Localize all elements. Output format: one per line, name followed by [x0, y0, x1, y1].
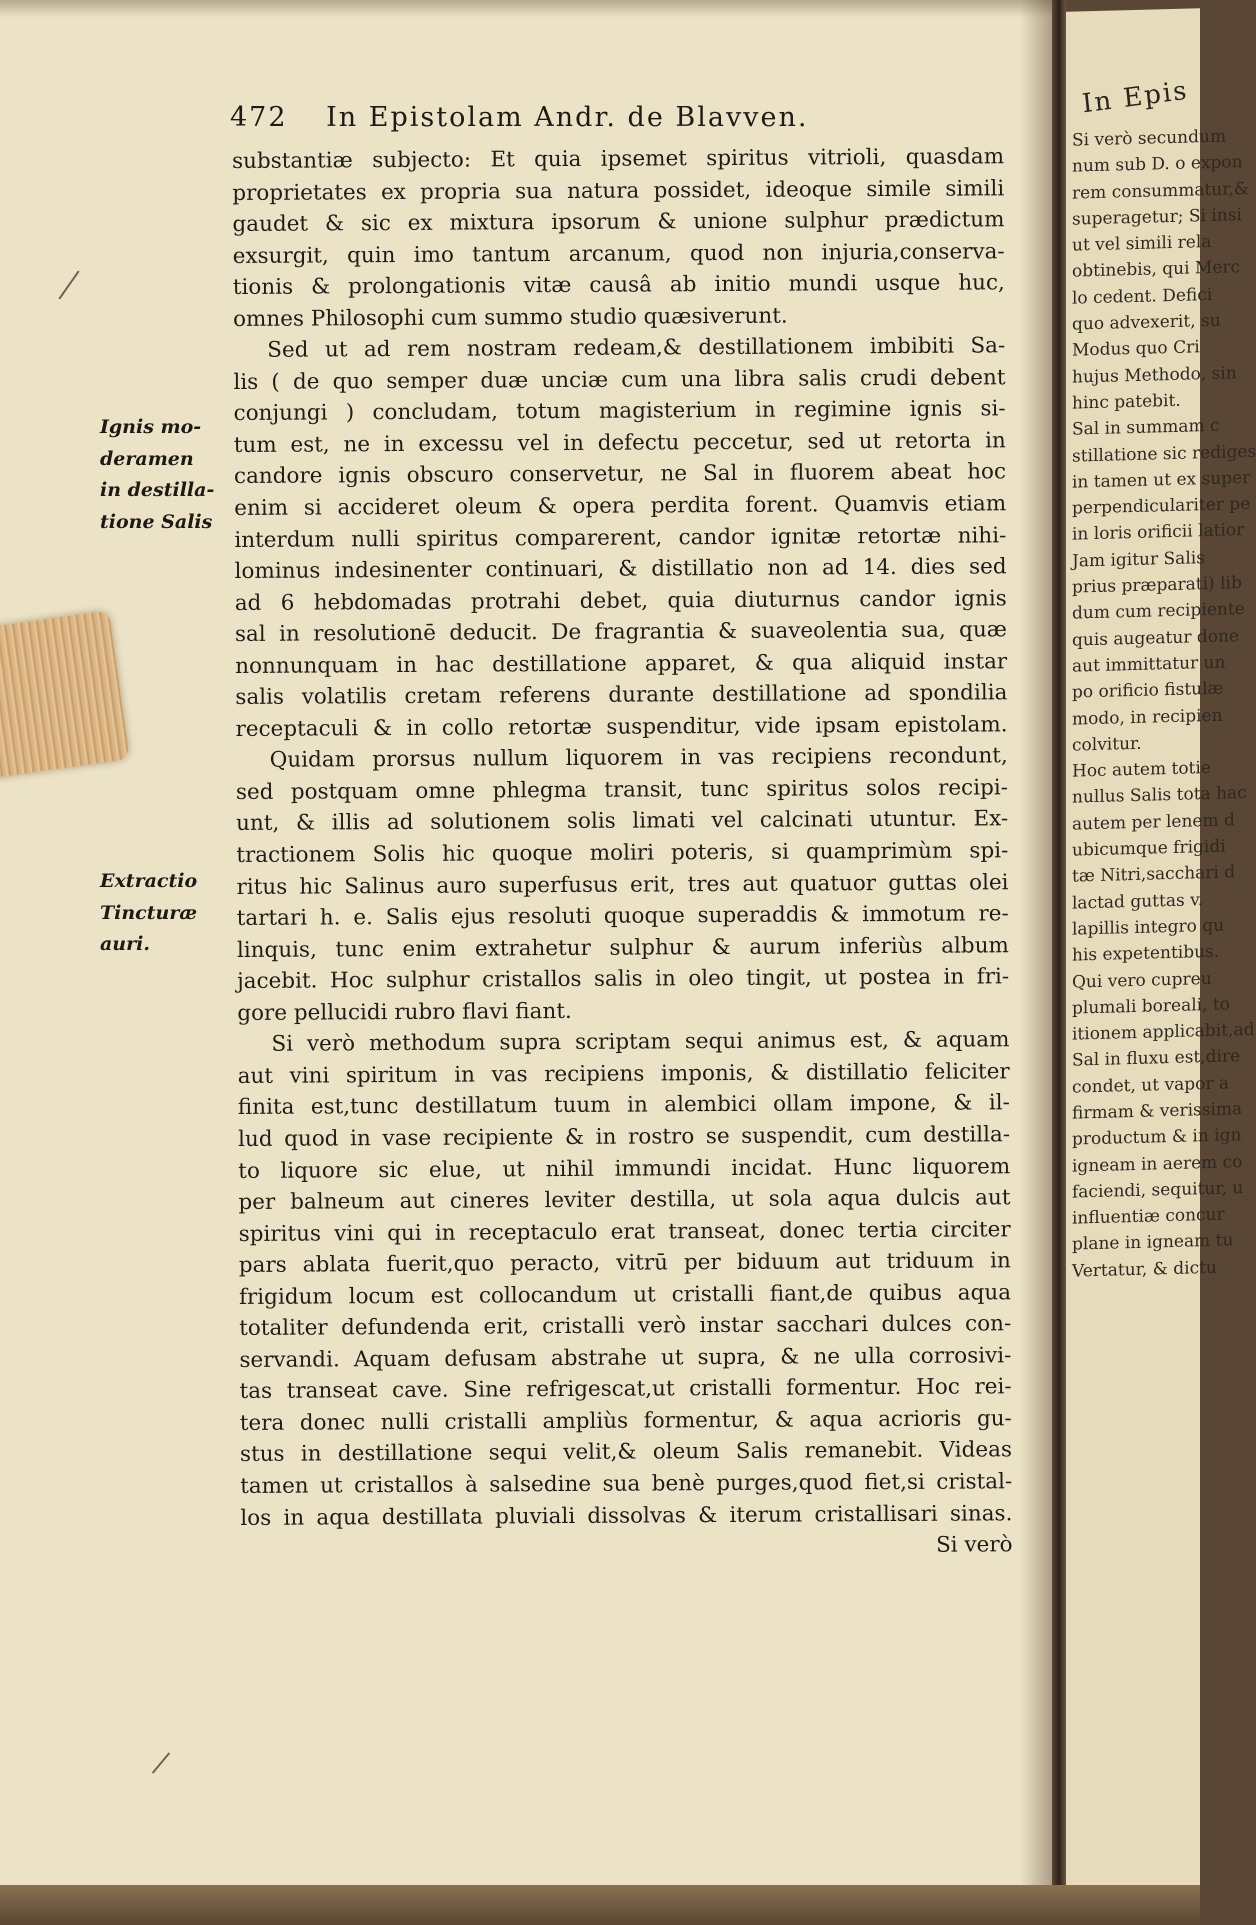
facing-page: [1066, 8, 1256, 1897]
facing-page-line: num sub D. o expon: [1072, 152, 1243, 177]
text-line: tractionem Solis hic quoque moliri poteris, si quamprimùm spi-: [236, 838, 1009, 869]
text-line: tas transeat cave. Sine refrigescat,ut cristalli formentur. Hoc rei-: [239, 1374, 1012, 1405]
facing-page-text: [1072, 124, 1256, 1284]
text-line: tionis & prolongationis vitæ causâ ab initio mundi usque huc,: [232, 270, 1005, 301]
text-line: tartari h. e. Salis ejus resoluti quoque superaddis & immotum re-: [236, 901, 1009, 932]
text-line: candore ignis obscuro conservetur, ne Sal in fluorem abeat hoc: [233, 459, 1007, 490]
text-line: enim si accideret oleum & opera perdita forent. Quamvis etiam: [234, 491, 1007, 522]
margin-note-ignis: [100, 412, 214, 538]
text-line: stus in destillatione sequi velit,& oleum Salis remanebit. Videas: [239, 1437, 1013, 1468]
text-line: ritus hic Salinus auro superfusus erit, tres aut quatuor guttas olei: [236, 869, 1009, 900]
margin-note-line: in destilla-: [100, 479, 215, 501]
facing-page-line: productum & in ign: [1072, 1125, 1242, 1150]
margin-pencil-mark: [58, 271, 79, 300]
page-top-shadow: [0, 0, 1060, 18]
facing-page-line: his expetentibus.: [1072, 941, 1220, 966]
facing-page-line: autem per lenem d: [1072, 810, 1235, 835]
text-line: frigidum locum est collocandum ut cristalli fiant,de quibus aqua: [238, 1279, 1012, 1310]
text-line: spiritus vini qui in receptaculo erat transeat, donec tertia circiter: [238, 1216, 1011, 1247]
brush-bristles-image: [0, 610, 130, 779]
facing-page-line: lactad guttas v.: [1072, 889, 1204, 914]
book-gutter: [1052, 0, 1066, 1925]
text-line: lud quod in vase recipiente & in rostro se suspendit, cum destilla-: [237, 1122, 1011, 1152]
facing-page-line: Modus quo Cri: [1072, 337, 1200, 361]
margin-note-extractio: [100, 866, 197, 961]
facing-page-line: obtinebis, qui Merc: [1072, 257, 1241, 283]
text-line: gaudet & sic ex mixtura ipsorum & unione sulphur prædictum: [232, 207, 1005, 238]
text-line: los in aqua destillata pluviali dissolvas & iterum cristallisari sinas.: [240, 1500, 1013, 1531]
facing-page-line: colvitur.: [1072, 733, 1142, 756]
text-line: exsurgit, quin imo tantum arcanum, quod non injuria,conserva-: [232, 238, 1005, 269]
text-line: finita est,tunc destillatum tuum in alembici ollam impone, & il-: [237, 1090, 1010, 1121]
facing-page-line: itionem applicabit,ad: [1072, 1019, 1255, 1045]
facing-page-line: superagetur; Si insi: [1072, 205, 1242, 230]
facing-page-line: condet, ut vapor a: [1072, 1073, 1229, 1098]
text-line: salis volatilis cretam referens durante destillatione ad spondilia: [235, 680, 1008, 711]
facing-page-header: In Epis: [1080, 75, 1190, 120]
text-line: proprietates ex propria sua natura possidet, ideoque simile simili: [232, 175, 1005, 206]
facing-page-line: quo advexerit, su: [1072, 310, 1221, 335]
facing-page-line: perpendiculariter pe: [1072, 494, 1251, 519]
text-line: to liquore sic elue, ut nihil immundi incidat. Hunc liquorem: [238, 1153, 1011, 1184]
page-number: 472: [230, 102, 288, 133]
facing-page-line: Hoc autem totie: [1072, 758, 1211, 782]
text-line: interdum nulli spiritus comparerent, candor ignitæ retortæ nihi-: [234, 522, 1007, 553]
text-line: Si verò methodum supra scriptam sequi animus est, & aquam: [271, 1027, 1010, 1058]
facing-page-line: po orificio fistulæ: [1072, 678, 1224, 703]
facing-page-line: modo, in recipien: [1072, 705, 1223, 730]
text-line: substantiæ subjecto: Et quia ipsemet spiritus vitrioli, quasdam: [232, 144, 1005, 174]
margin-note-line: tione Salis: [100, 510, 213, 533]
facing-page-line: stillatione sic rediges: [1072, 441, 1256, 467]
facing-page-line: prius præparati) lib: [1072, 573, 1242, 598]
text-line: pars ablata fuerit,quo peracto, vitrū per biduum aut triduum in: [238, 1248, 1011, 1279]
text-line: lominus indesinenter continuari, & distillatio non ad 14. dies sed: [234, 554, 1007, 585]
facing-page-line: Qui vero cupreu: [1072, 968, 1212, 993]
facing-page-line: plane in igneam tu: [1072, 1230, 1234, 1256]
text-line: aut vini spiritum in vas recipiens imponis, & distillatio feliciter: [237, 1059, 1010, 1089]
margin-note-line: Tincturæ: [100, 901, 198, 924]
running-header: [230, 102, 1030, 133]
text-line: Sed ut ad rem nostram redeam,& destillationem imbibiti Sa-: [267, 333, 1006, 364]
margin-note-line: auri.: [100, 933, 150, 955]
text-line: omnes Philosophi cum summo studio quæsiverunt.: [232, 303, 788, 332]
facing-page-line: Vertatur, & dictu: [1072, 1257, 1217, 1282]
facing-page-line: faciendi, sequitur, u: [1072, 1177, 1244, 1203]
text-line: gore pellucidi rubro flavi fiant.: [237, 998, 572, 1026]
text-line: servandi. Aquam defusam abstrahe ut supra, & ne ulla corrosivi-: [239, 1343, 1012, 1373]
text-line: Quidam prorsus nullum liquorem in vas recipiens recondunt,: [269, 743, 1008, 774]
facing-page-line: in tamen ut ex super: [1072, 467, 1251, 493]
text-line: tamen ut cristallos à salsedine sua benè purges,quod fiet,si cristal-: [240, 1469, 1013, 1499]
running-title: In Epistolam Andr. de Blavven.: [326, 102, 809, 133]
margin-note-line: deramen: [100, 447, 194, 470]
facing-page-line: firmam & verissima: [1072, 1099, 1243, 1124]
facing-page-line: plumali boreali, to: [1072, 994, 1230, 1019]
text-line: sed postquam omne phlegma transit, tunc spiritus solos recipi-: [235, 775, 1009, 805]
text-line: receptaculi & in collo retortæ suspenditur, vide ipsam epistolam.: [235, 712, 1008, 742]
margin-note-line: Ignis mo-: [100, 416, 202, 438]
text-line: tera donec nulli cristalli ampliùs formentur, & aqua acrioris gu-: [239, 1406, 1012, 1436]
facing-page-line: hujus Methodo, sin: [1072, 362, 1237, 388]
facing-page-line: tæ Nitri,sacchari d: [1072, 862, 1236, 887]
facing-page-line: dum cum recipiente: [1072, 599, 1245, 624]
text-line: nonnunquam in hac destillatione apparet, & qua aliquid instar: [235, 649, 1008, 679]
facing-page-line: Sal in summam c: [1072, 416, 1220, 440]
facing-page-line: in loris orificii latior: [1072, 520, 1245, 546]
facing-page-line: aut immittatur un: [1072, 652, 1226, 677]
text-line: conjungi ) concludam, totum magisterium in regimine ignis si-: [233, 396, 1006, 427]
facing-page-line: lapillis integro qu: [1072, 915, 1225, 940]
facing-page-line: Sal in fluxu est,dire: [1072, 1046, 1241, 1071]
text-line: tum est, ne in excessu vel in defectu peccetur, sed ut retorta in: [233, 428, 1006, 458]
text-line: sal in resolutionē deducit. De fragrantia & suaveolentia sua, quæ: [234, 617, 1008, 648]
text-line: unt, & illis ad solutionem solis limati vel calcinati utuntur. Ex-: [236, 806, 1009, 837]
facing-page-line: hinc patebit.: [1072, 390, 1181, 414]
facing-page-line: Jam igitur Salis: [1072, 547, 1205, 572]
facing-page-line: lo cedent. Defici: [1072, 284, 1213, 309]
text-line: totaliter defundenda erit, cristalli verò instar sacchari dulces con-: [239, 1311, 1012, 1342]
margin-note-line: Extractio: [100, 870, 198, 892]
text-line: jacebit. Hoc sulphur cristallos salis in oleo tingit, ut postea in fri-: [237, 964, 1010, 995]
body-text: [232, 141, 1013, 1565]
facing-page-line: quis augeatur done: [1072, 625, 1239, 651]
book-bottom-edge: [0, 1885, 1200, 1925]
facing-page-line: ut vel simili rela: [1072, 232, 1212, 256]
catchword: Si verò: [935, 1532, 1013, 1558]
facing-page-line: rem consummatur,&: [1072, 178, 1250, 204]
text-line: per balneum aut cineres leviter destilla, ut sola aqua dulcis aut: [238, 1185, 1011, 1216]
text-line: lis ( de quo semper duæ unciæ cum una libra salis crudi debent: [233, 365, 1006, 395]
facing-page-line: igneam in aerem co: [1072, 1151, 1243, 1177]
text-line: ad 6 hebdomadas protrahi debet, quia diuturnus candor ignis: [234, 585, 1007, 616]
facing-page-line: nullus Salis tota hac: [1072, 783, 1247, 809]
facing-page-line: influentiæ concur: [1072, 1204, 1225, 1229]
facing-page-line: ubicumque frigidi: [1072, 836, 1226, 861]
facing-page-line: Si verò secundum: [1072, 126, 1227, 151]
margin-pencil-mark: [152, 1752, 170, 1773]
text-line: linquis, tunc enim extrahetur sulphur & aurum inferiùs album: [236, 932, 1009, 963]
